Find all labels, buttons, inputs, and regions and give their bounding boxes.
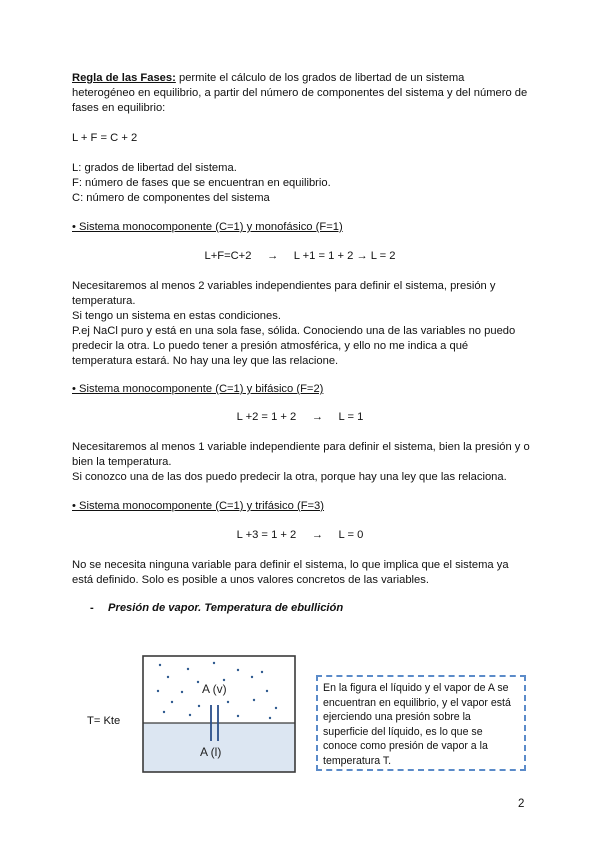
explanation-note-text: En la figura el líquido y el vapor de A se encuentran en equilibrio, y el vapor está ejerciendo una presión sobre la superficie del líquido, es lo que se conoce como presión de vapor a la temperatura T. (323, 682, 511, 767)
section1-line: Si tengo un sistema en estas condiciones. (72, 310, 281, 322)
section1-title: • Sistema monocomponente (C=1) y monofásico (F=1) (72, 221, 343, 233)
section1-line: P.ej NaCl puro y está en una sola fase, sólida. Conociendo una de las variables no puedo (72, 325, 516, 337)
section2-line: Necesitaremos al menos 1 variable independiente para definir el sistema, bien la presión y o (72, 441, 530, 453)
definition-f: F: número de fases que se encuentran en equilibrio. (72, 177, 331, 189)
section1-line: temperatura. (72, 295, 136, 307)
intro-heading: Regla de las Fases: (72, 72, 176, 84)
subheading-title: Presión de vapor. Temperatura de ebullición (108, 602, 344, 614)
intro-paragraph (72, 71, 530, 117)
section1-line: Necesitaremos al menos 2 variables independientes para definir el sistema, presión y (72, 280, 496, 292)
section1-line: temperatura estará. No hay una ley que las relacione. (72, 355, 339, 367)
section2-equation: L +2 = 1 + 2 → L = 1 (236, 411, 364, 423)
section1-equation: L+F=C+2 → L +1 = 1 + 2 → L = 2 (204, 250, 396, 262)
vapor-pressure-diagram (142, 655, 296, 773)
explanation-note-box (316, 675, 526, 771)
section1-line: predecir la otra. Lo puedo tener a presión atmosférica, y ello no me indica a qué (72, 340, 469, 352)
section3-line: No se necesita ninguna variable para definir el sistema, lo que implica que el sistema ya (72, 559, 509, 571)
intro-text: permite el cálculo de los grados de libertad de un sistema heterogéneo en equilibrio, a partir del número de componentes del sistema y del número de fases en equilibrio: (72, 72, 528, 115)
section2-line: bien la temperatura. (72, 456, 172, 468)
section3-title: • Sistema monocomponente (C=1) y trifásico (F=3) (72, 500, 325, 512)
section3-line: está definido. Solo es posible a unos valores concretos de las variables. (72, 574, 429, 586)
section3-equation: L +3 = 1 + 2 → L = 0 (236, 529, 364, 541)
vapor-label: A (v) (202, 682, 227, 696)
page-number: 2 (518, 798, 525, 810)
definition-c: C: número de componentes del sistema (72, 192, 270, 204)
liquid-label: A (l) (200, 745, 222, 759)
phase-rule-formula: L + F = C + 2 (72, 132, 138, 144)
section2-title: • Sistema monocomponente (C=1) y bifásico (F=2) (72, 383, 324, 395)
temperature-label: T= Kte (87, 715, 121, 727)
definition-l: L: grados de libertad del sistema. (72, 162, 237, 174)
subheading-bullet: - (90, 602, 94, 614)
section2-line: Si conozco una de las dos puedo predecir la otra, porque hay una ley que las relaciona. (72, 471, 507, 483)
